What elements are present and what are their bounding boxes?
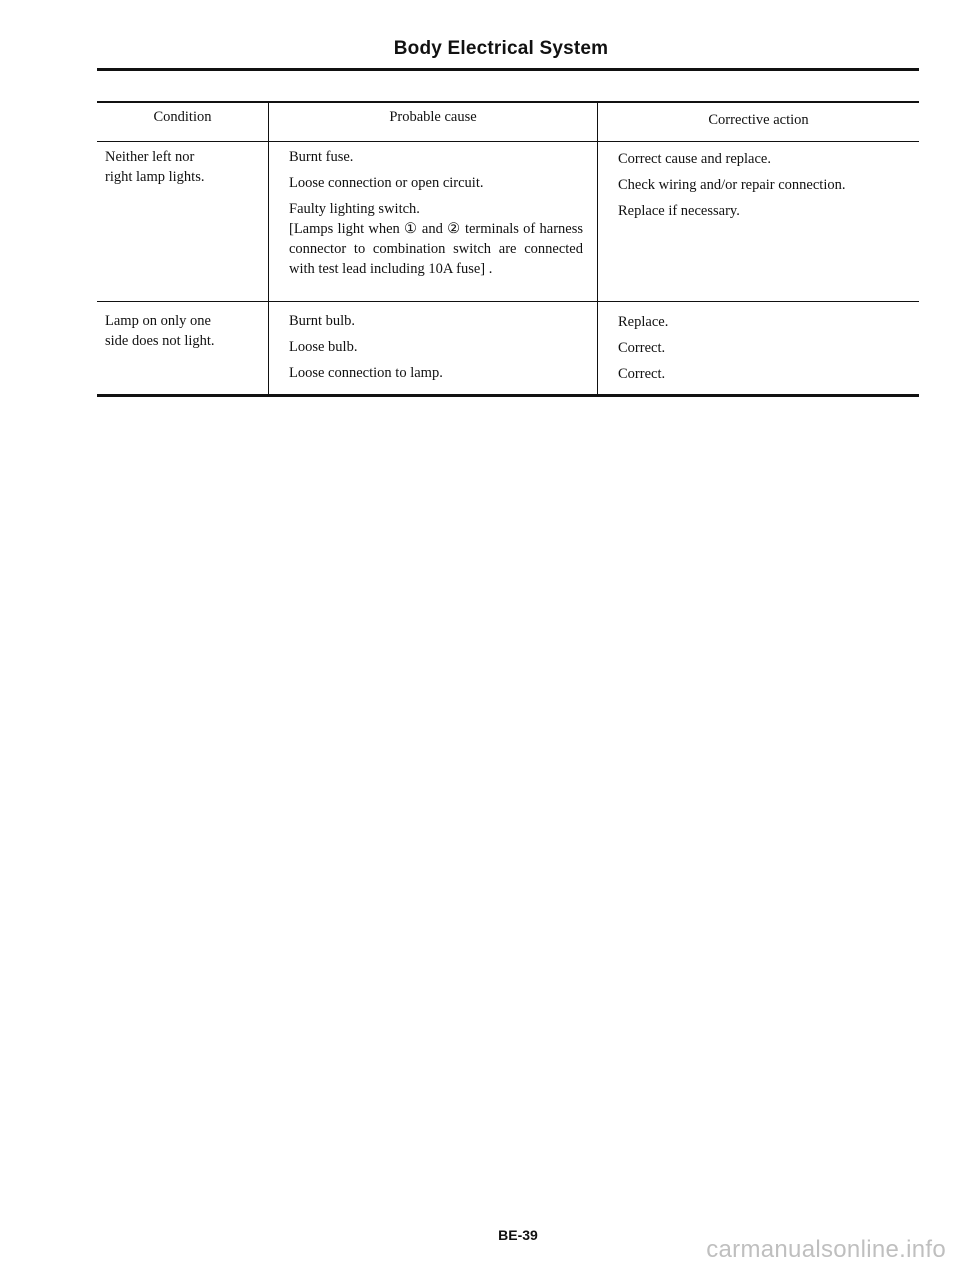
table-row-condition [105,311,265,351]
page-number: BE-39 [498,1227,538,1243]
action-item: Replace. [618,314,669,330]
title-rule [97,68,919,71]
cause-item: Faulty lighting switch. [289,201,420,217]
table-row-rule [97,301,919,302]
cause-item: Loose connection to lamp. [289,365,443,381]
cause-item: Loose bulb. [289,339,358,355]
condition-line: Lamp on only one [105,313,211,329]
cause-item: Burnt bulb. [289,313,356,329]
page-title: Body Electrical System [393,38,609,59]
table-row-actions [618,312,918,384]
watermark-text: carmanualsonline.info [706,1236,946,1263]
table-row-causes [289,147,583,279]
action-item: Check wiring and/or repair connection. [618,177,846,193]
column-divider [597,101,598,395]
header-probable-cause: Probable cause [389,109,477,125]
header-corrective-action: Corrective action [708,112,809,128]
cause-item-note: [Lamps light when ① and ② terminals of harness connector to combination switch are connected with test lead including 10A fuse] . [289,221,583,277]
condition-line: Neither left nor [105,149,195,165]
action-item: Correct. [618,366,666,382]
column-divider [268,101,269,395]
table-bottom-rule [97,394,919,397]
table-top-rule [97,101,919,103]
action-item: Replace if necessary. [618,203,740,219]
table-row-causes [289,311,583,383]
condition-line: side does not light. [105,333,215,349]
action-item: Correct. [618,340,666,356]
condition-line: right lamp lights. [105,169,205,185]
table-row-actions [618,149,918,221]
action-item: Correct cause and replace. [618,151,771,167]
header-condition: Condition [153,109,212,125]
cause-item: Loose connection or open circuit. [289,175,484,191]
cause-item: Burnt fuse. [289,149,354,165]
table-header-rule [97,141,919,142]
table-row-condition [105,147,265,187]
